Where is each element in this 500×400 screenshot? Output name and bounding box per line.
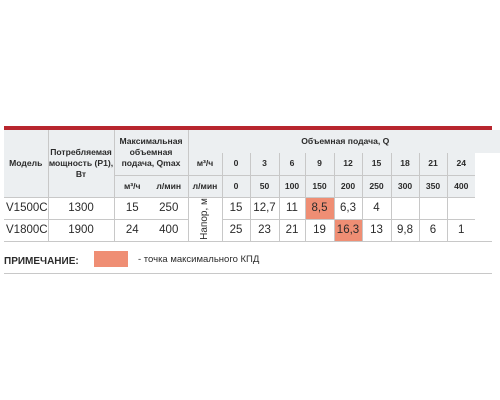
head-value-cell: 21 xyxy=(279,219,305,241)
model-cell: V1800C xyxy=(4,219,48,241)
flow-lmin-header: 100 xyxy=(279,175,305,197)
flow-unit-lmin: л/мин xyxy=(188,175,222,197)
flow-m3h-header: 12 xyxy=(334,153,362,175)
flow-unit-m3h: м³/ч xyxy=(188,153,222,175)
head-value-cell: 11 xyxy=(279,197,305,219)
head-value-cell: 16,3 xyxy=(334,219,362,241)
flow-m3h-header: 0 xyxy=(222,153,250,175)
note-text: - точка максимального КПД xyxy=(138,254,260,265)
note-rule xyxy=(4,273,492,274)
head-value-cell: 25 xyxy=(222,219,250,241)
pump-spec-table xyxy=(4,126,492,242)
head-value-cell: 19 xyxy=(305,219,334,241)
flow-m3h-header: 15 xyxy=(362,153,391,175)
head-value-cell: 9,8 xyxy=(391,219,419,241)
head-value-cell: 6 xyxy=(419,219,447,241)
flow-lmin-header: 350 xyxy=(419,175,447,197)
header-power: Потребляемая мощность (P1), Вт xyxy=(48,130,114,197)
flow-m3h-header: 3 xyxy=(250,153,279,175)
head-label xyxy=(188,197,222,241)
head-value-cell xyxy=(391,197,419,219)
header-max-flow: Максимальная объемная подача, Qmax xyxy=(114,130,188,175)
head-value-cell: 4 xyxy=(362,197,391,219)
flow-lmin-header: 50 xyxy=(250,175,279,197)
note-label: ПРИМЕЧАНИЕ: xyxy=(4,256,79,267)
head-value-cell: 6,3 xyxy=(334,197,362,219)
head-value-cell: 15 xyxy=(222,197,250,219)
qmax-unit-lmin: л/мин xyxy=(150,175,188,197)
flow-lmin-header: 400 xyxy=(447,175,475,197)
qmax-lmin-cell: 400 xyxy=(150,219,188,241)
flow-lmin-header: 150 xyxy=(305,175,334,197)
spec-table xyxy=(4,130,500,241)
head-value-cell xyxy=(419,197,447,219)
head-value-cell xyxy=(447,197,475,219)
header-model: Модель xyxy=(4,130,48,197)
flow-m3h-header: 6 xyxy=(279,153,305,175)
highlight-swatch xyxy=(94,251,128,267)
qmax-lmin-cell: 250 xyxy=(150,197,188,219)
legend-note xyxy=(4,250,492,276)
flow-m3h-header: 18 xyxy=(391,153,419,175)
flow-lmin-header: 250 xyxy=(362,175,391,197)
qmax-m3h-cell: 15 xyxy=(114,197,150,219)
qmax-m3h-cell: 24 xyxy=(114,219,150,241)
table-row xyxy=(4,197,500,219)
qmax-unit-m3h: м³/ч xyxy=(114,175,150,197)
head-label-text: Напор, м xyxy=(199,198,210,240)
flow-lmin-header: 300 xyxy=(391,175,419,197)
flow-m3h-header: 9 xyxy=(305,153,334,175)
flow-lmin-header: 200 xyxy=(334,175,362,197)
flow-m3h-header: 21 xyxy=(419,153,447,175)
flow-lmin-header: 0 xyxy=(222,175,250,197)
power-cell: 1900 xyxy=(48,219,114,241)
model-cell: V1500C xyxy=(4,197,48,219)
table-row xyxy=(4,219,500,241)
head-value-cell: 23 xyxy=(250,219,279,241)
power-cell: 1300 xyxy=(48,197,114,219)
head-value-cell: 13 xyxy=(362,219,391,241)
head-value-cell: 1 xyxy=(447,219,475,241)
head-value-cell: 8,5 xyxy=(305,197,334,219)
table-bottom-rule xyxy=(4,241,492,242)
head-value-cell: 12,7 xyxy=(250,197,279,219)
flow-m3h-header: 24 xyxy=(447,153,475,175)
header-flow: Объемная подача, Q xyxy=(188,130,500,153)
